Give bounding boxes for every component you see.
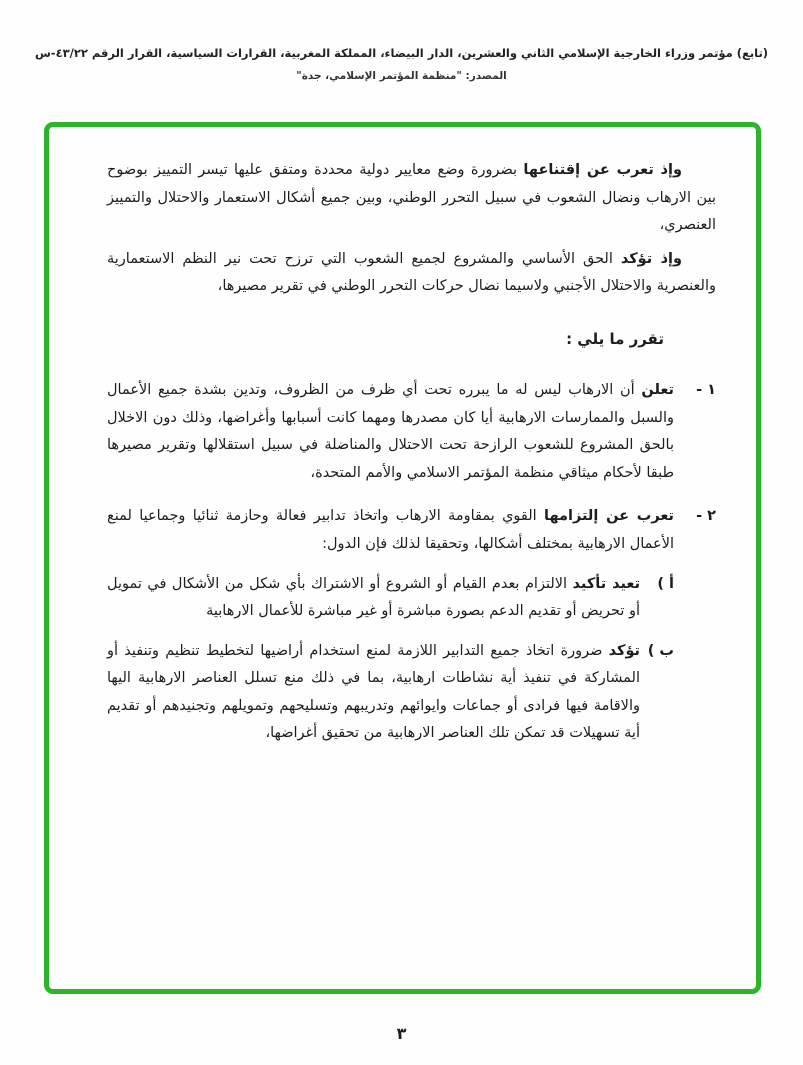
- preamble-paragraph-2: [107, 246, 716, 301]
- subitem-a-marker: أ ): [657, 575, 674, 592]
- item-1-number: ١ -: [696, 382, 716, 399]
- subitem-b-rest: ضرورة اتخاذ جميع التدابير اللازمة لمنع استخدام أراضيها لتخطيط تنظيم وتنفيذ أو المشاركة في تنفيذ أية نشاطات ارهابية، بما في ذلك منع تسلل العناصر الارهابية اليها والاقامة فيها فرادى أو جماعات وايوائهم وتدريبهم وتسليحهم وتمويلهم وتجنيدهم أو تقديم أية تسهيلات قد تمكن تلك العناصر الارهابية من تحقيق أغراضها،: [107, 642, 640, 742]
- preamble-paragraph-1: [107, 157, 716, 240]
- item-2-lead: تعرب عن إلتزامها: [544, 508, 674, 525]
- resolution-item-1: [107, 377, 716, 487]
- page-number: ٣: [396, 1024, 407, 1043]
- content-border-box: [44, 122, 761, 994]
- item-1-text: [107, 377, 674, 487]
- item-1-rest: أن الارهاب ليس له ما يبرره تحت أي ظرف من الظروف، وتدين بشدة جميع الأعمال والسبل والممارسات الارهابية أيا كان مصدرها ومهما كانت أسبابها وأغراضها، وذلك دون الاخلال بالحق المشروع للشعوب الرازحة تحت الاحتلال والمناضلة في سبيل استقلالها وتقرير مصيرها طبقا لأحكام ميثاقي منظمة المؤتمر الاسلامي والأمم المتحدة،: [107, 382, 674, 481]
- subitem-a-rest: الالتزام بعدم القيام أو الشروع أو الاشتراك بأي شكل من الأشكال في تمويل أو تحريض أو تقديم الدعم بصورة مباشرة أو غير مباشرة للأعمال الارهابية: [107, 575, 640, 620]
- page-header: [0, 46, 803, 82]
- decides-heading: تقرر ما يلي :: [566, 329, 664, 348]
- document-content: [49, 127, 756, 748]
- paragraph-2-lead: وإذ تؤكد: [620, 250, 682, 267]
- paragraph-1-text: بضرورة وضع معايير دولية محددة ومتفق عليها تيسر التمييز بوضوح بين الارهاب ونضال الشعوب في سبيل التحرر الوطني، وبين جميع أشكال الاستعمار والاحتلال والتمييز العنصري،: [107, 162, 716, 234]
- subitem-b-text: [107, 638, 640, 748]
- resolution-item-2: [107, 503, 716, 558]
- subitem-b-lead: تؤكد: [608, 642, 640, 659]
- item-2-rest: القوي بمقاومة الارهاب واتخاذ تدابير فعالة وحازمة ثنائيا وجماعيا لمنع الأعمال الارهابية بمختلف أشكالها، وتحقيقا لذلك فإن الدول:: [107, 508, 674, 552]
- paragraph-2-text: الحق الأساسي والمشروع لجميع الشعوب التي ترزح تحت نير النظم الاستعمارية والعنصرية والاحتلال الأجنبي ولاسيما نضال حركات التحرر الوطني في تقرير مصيرها،: [107, 250, 716, 295]
- subitem-b-marker: ب ): [647, 642, 674, 659]
- subitem-a-text: [107, 571, 640, 626]
- header-citation: (تابع) مؤتمر وزراء الخارجية الإسلامي الثاني والعشرين، الدار البيضاء، المملكة المغربية، القرارات السياسية، القرار الرقم ٤٣/٢٢-س: [34, 46, 769, 60]
- item-1-lead: تعلن: [641, 382, 674, 399]
- page-footer: [0, 1024, 803, 1043]
- header-source: المصدر: "منظمة المؤتمر الإسلامي، جدة": [296, 70, 507, 82]
- item-2-text: [107, 503, 674, 558]
- subitem-a-lead: تعيد تأكيد: [572, 575, 641, 592]
- paragraph-1-lead: وإذ تعرب عن إقتناعها: [523, 162, 682, 178]
- subitem-b: [107, 638, 674, 748]
- subitem-a: [107, 571, 674, 626]
- item-2-number: ٢ -: [696, 508, 716, 525]
